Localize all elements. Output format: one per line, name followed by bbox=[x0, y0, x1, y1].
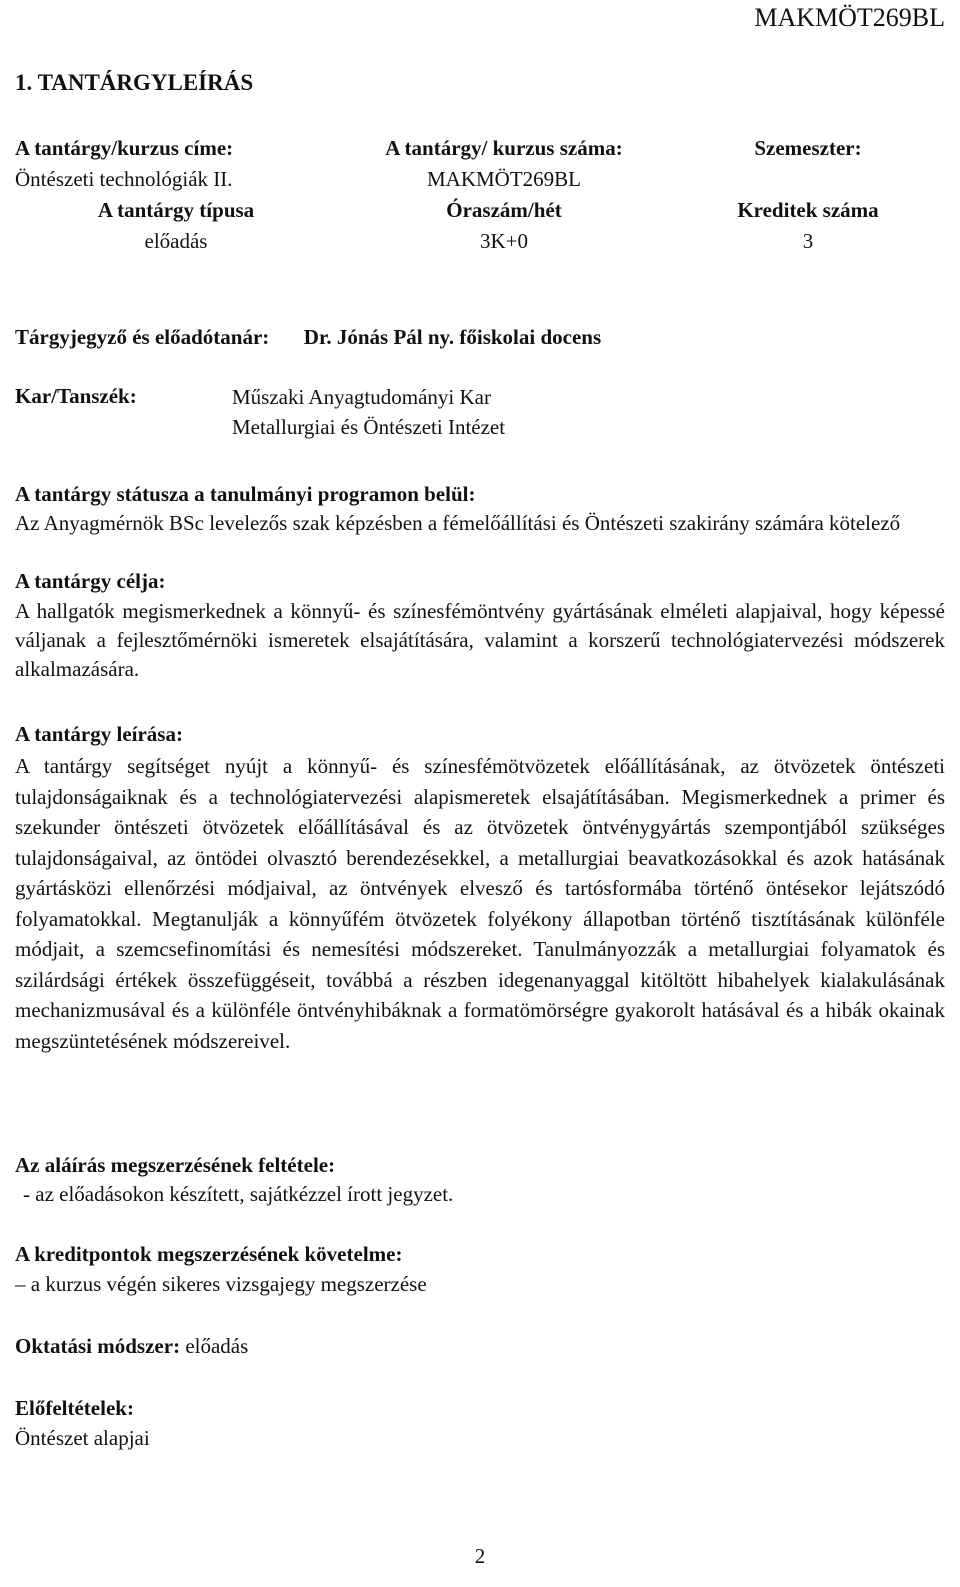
table-row bbox=[15, 164, 945, 195]
method-value: előadás bbox=[185, 1334, 249, 1358]
table-cell: A tantárgy/kurzus címe: bbox=[15, 136, 234, 160]
status-text: Az Anyagmérnök BSc levelezős szak képzésben a fémelőállítási és Öntészeti szakirány számára kötelező bbox=[15, 511, 901, 535]
credit-label: A kreditpontok megszerzésének követelme: bbox=[15, 1242, 403, 1266]
prereq-value: Öntészet alapjai bbox=[15, 1426, 150, 1450]
table-cell bbox=[671, 164, 945, 195]
course-info-table bbox=[15, 133, 945, 257]
table-row bbox=[15, 226, 945, 257]
dept-line-2: Metallurgiai és Öntészeti Intézet bbox=[232, 415, 506, 439]
table-cell: Óraszám/hét bbox=[446, 198, 562, 222]
lecturer-value: Dr. Jónás Pál ny. főiskolai docens bbox=[303, 325, 602, 349]
goal-text: A hallgatók megismerkednek a könnyű- és színesfémöntvény gyártásának elméleti alapjaival, hogy képessé váljanak a fejlesztőmérnöki ismeretek elsajátítására, valamint a korszerű technológiatervezési módszerek alkalmazására. bbox=[15, 599, 945, 681]
table-cell: 3K+0 bbox=[479, 229, 528, 253]
document-code: MAKMÖT269BL bbox=[754, 3, 945, 32]
page-number: 2 bbox=[474, 1544, 486, 1568]
method-line bbox=[15, 1332, 945, 1361]
table-cell: A tantárgy típusa bbox=[97, 198, 255, 222]
table-cell: MAKMÖT269BL bbox=[426, 167, 581, 191]
lecturer-line bbox=[15, 323, 945, 352]
section-title: 1. TANTÁRGYLEÍRÁS bbox=[15, 70, 254, 95]
table-cell: Szemeszter: bbox=[754, 136, 862, 160]
signature-text: - az előadásokon készített, sajátkézzel írott jegyzet. bbox=[23, 1182, 454, 1206]
table-cell: A tantárgy/ kurzus száma: bbox=[385, 136, 623, 160]
dept-line-1: Műszaki Anyagtudományi Kar bbox=[232, 385, 491, 409]
goal-label: A tantárgy célja: bbox=[15, 569, 166, 593]
table-cell: Öntészeti technológiák II. bbox=[15, 167, 233, 191]
prereq-label: Előfeltételek: bbox=[15, 1396, 134, 1420]
credit-text: – a kurzus végén sikeres vizsgajegy megszerzése bbox=[15, 1272, 427, 1296]
status-label: A tantárgy státusza a tanulmányi programon belül: bbox=[15, 482, 476, 506]
table-cell: előadás bbox=[144, 229, 208, 253]
lecturer-label: Tárgyjegyző és előadótanár: bbox=[15, 325, 270, 349]
signature-label: Az aláírás megszerzésének feltétele: bbox=[15, 1153, 336, 1177]
table-cell: 3 bbox=[802, 229, 814, 253]
table-row bbox=[15, 133, 945, 164]
table-row bbox=[15, 195, 945, 226]
description-label: A tantárgy leírása: bbox=[15, 722, 183, 746]
description-text: A tantárgy segítséget nyújt a könnyű- és színesfémötvözetek előállításának, az ötvözetek öntészeti tulajdonságaiknak és a technológiatervezési alapismeretek elsajátításában. Megismerkednek a primer és szekunder öntészeti ötvözetek előállításával és az ötvözetek öntvénygyártás szempontjából szükséges tulajdonságaival, az öntödei olvasztó berendezésekkel, a metallurgiai beavatkozásokkal és azok hatásának gyártásközi ellenőrzési módjaival, az öntvények elvesző és tartósformába történő öntésekor lejátszódó folyamatokkal. Megtanulják a könnyűfém ötvözetek folyékony állapotban történő tisztításának különféle módjait, a szemcsefinomítási és nemesítési módszereket. Tanulmányozzák a metallurgiai folyamatok és szilárdsági értékek összefüggéseit, továbbá a részben idegenanyaggal kitöltött hibahelyek kialakulásának mechanizmusával és a különféle öntvényhibáknak a formatömörségre gyakorolt hatásával és a hibák okainak megszüntetésének módszereivel. bbox=[15, 754, 945, 1053]
method-label: Oktatási módszer: bbox=[15, 1334, 181, 1358]
table-cell: Kreditek száma bbox=[737, 198, 879, 222]
dept-label: Kar/Tanszék: bbox=[15, 384, 137, 408]
